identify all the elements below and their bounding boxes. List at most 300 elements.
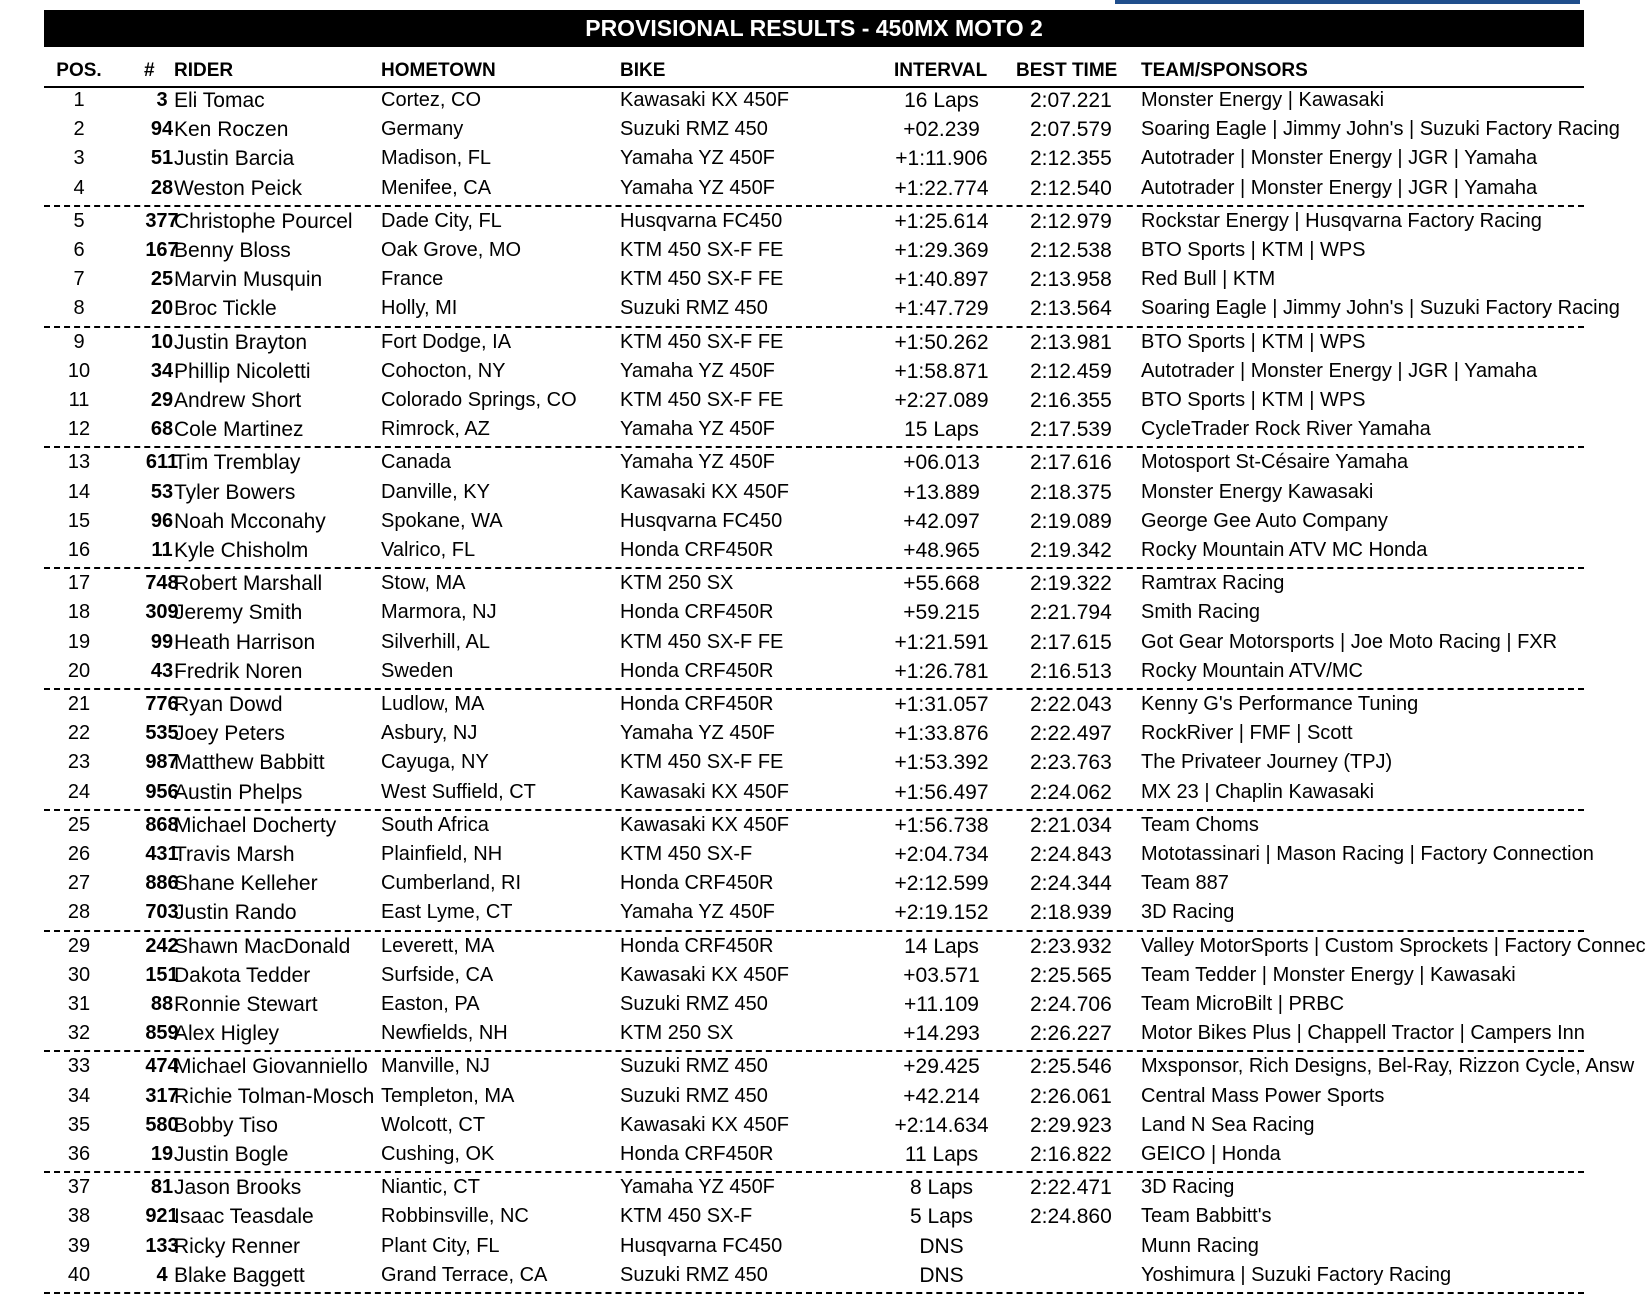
row-bike: KTM 450 SX-F FE [620, 268, 784, 291]
row-number: 956 [145, 780, 179, 803]
row-interval: +2:19.152 [894, 901, 989, 925]
row-best-time: 2:12.355 [1030, 147, 1112, 171]
row-hometown: Leverett, MA [381, 934, 495, 957]
row-hometown: East Lyme, CT [381, 901, 513, 924]
row-best-time: 2:19.342 [1030, 539, 1112, 562]
row-hometown: Madison, FL [381, 147, 492, 170]
group-divider [44, 930, 1584, 932]
row-bike: KTM 250 SX [620, 572, 734, 595]
row-pos: 27 [67, 872, 91, 895]
row-pos: 32 [67, 1022, 91, 1045]
row-bike: KTM 450 SX-F [620, 843, 753, 865]
row-interval: +1:33.876 [894, 722, 989, 746]
row-number: 309 [145, 601, 179, 624]
row-best-time: 2:19.089 [1030, 509, 1112, 533]
row-number: 776 [145, 693, 179, 715]
row-bike: Honda CRF450R [620, 1143, 774, 1165]
row-interval: 16 Laps [904, 89, 979, 112]
table-row [44, 599, 1584, 628]
row-team: Team Choms [1141, 813, 1259, 836]
row-best-time: 2:24.843 [1030, 843, 1112, 866]
header-rider: RIDER [174, 60, 234, 81]
row-best-time: 2:16.355 [1030, 389, 1112, 412]
row-hometown: France [381, 268, 444, 291]
row-number: 28 [150, 176, 174, 199]
row-team: RockRiver | FMF | Scott [1141, 722, 1353, 745]
row-bike: Yamaha YZ 450F [620, 722, 775, 745]
row-pos: 10 [67, 359, 91, 382]
table-row [44, 1112, 1584, 1141]
row-pos: 25 [67, 813, 91, 836]
row-pos: 13 [67, 451, 91, 474]
table-header [44, 58, 1584, 88]
row-team: BTO Sports | KTM | WPS [1141, 239, 1366, 261]
row-pos: 15 [67, 509, 91, 532]
table-row [44, 537, 1584, 566]
row-pos: 26 [67, 843, 91, 865]
group-divider [44, 1171, 1584, 1173]
row-hometown: Valrico, FL [381, 539, 476, 561]
row-rider: Ken Roczen [174, 118, 289, 142]
table-row [44, 870, 1584, 899]
group-divider [44, 446, 1584, 448]
row-interval: +2:27.089 [894, 389, 989, 412]
row-rider: Ricky Renner [174, 1234, 301, 1258]
row-rider: Phillip Nicoletti [174, 359, 311, 383]
row-best-time: 2:24.860 [1030, 1205, 1112, 1229]
row-hometown: Easton, PA [381, 993, 480, 1015]
row-number: 34 [150, 359, 174, 382]
row-best-time: 2:17.615 [1030, 630, 1112, 654]
row-rider: Matthew Babbitt [174, 751, 325, 775]
row-number: 580 [145, 1113, 179, 1136]
row-interval: +1:56.497 [894, 780, 989, 804]
row-number: 53 [150, 480, 174, 503]
row-best-time: 2:12.538 [1030, 239, 1112, 262]
row-bike: KTM 450 SX-F [620, 1205, 753, 1228]
row-interval: +1:21.591 [894, 630, 989, 654]
row-bike: Honda CRF450R [620, 601, 774, 624]
table-row [44, 1083, 1584, 1112]
row-hometown: Menifee, CA [381, 176, 492, 199]
row-interval: +1:40.897 [894, 268, 989, 292]
row-interval: DNS [919, 1234, 964, 1258]
group-divider [44, 326, 1584, 328]
row-best-time: 2:16.513 [1030, 659, 1112, 683]
row-pos: 16 [67, 539, 91, 561]
table-row [44, 720, 1584, 749]
row-team: Autotrader | Monster Energy | JGR | Yamaha [1141, 147, 1538, 170]
row-number: 99 [150, 630, 174, 653]
row-pos: 17 [67, 572, 91, 595]
row-interval: +2:04.734 [894, 843, 989, 866]
row-pos: 4 [73, 176, 85, 199]
table-row [44, 1233, 1584, 1262]
row-number: 859 [145, 1022, 179, 1045]
row-hometown: Danville, KY [381, 480, 490, 503]
header-best-time: BEST TIME [1016, 60, 1118, 81]
row-pos: 28 [67, 901, 91, 924]
row-team: Soaring Eagle | Jimmy John's | Suzuki Factory Racing [1141, 297, 1620, 320]
row-pos: 3 [73, 147, 85, 170]
group-divider [44, 205, 1584, 207]
row-hometown: Fort Dodge, IA [381, 330, 512, 353]
row-pos: 35 [67, 1113, 91, 1136]
row-bike: Kawasaki KX 450F [620, 780, 789, 803]
row-interval: +1:29.369 [894, 239, 989, 262]
row-team: Mototassinari | Mason Racing | Factory Connection [1141, 843, 1594, 865]
row-interval: +1:53.392 [894, 751, 989, 775]
row-best-time: 2:24.344 [1030, 872, 1112, 896]
row-rider: Shawn MacDonald [174, 934, 351, 958]
row-bike: Husqvarna FC450 [620, 509, 783, 532]
row-team: Monster Energy Kawasaki [1141, 480, 1374, 503]
row-bike: Kawasaki KX 450F [620, 963, 789, 986]
row-number: 96 [150, 509, 174, 532]
row-pos: 22 [67, 722, 91, 745]
row-best-time: 2:26.061 [1030, 1084, 1112, 1108]
row-interval: +42.214 [903, 1084, 980, 1108]
row-best-time: 2:12.979 [1030, 209, 1112, 233]
table-row [44, 1262, 1584, 1291]
table-row [44, 1053, 1635, 1082]
row-number: 29 [150, 389, 174, 411]
header-team: TEAM/SPONSORS [1141, 60, 1308, 81]
row-best-time: 2:25.546 [1030, 1055, 1112, 1079]
row-number: 81 [150, 1176, 174, 1199]
row-number: 987 [145, 751, 179, 774]
row-hometown: Cayuga, NY [381, 751, 489, 774]
row-hometown: Rimrock, AZ [381, 418, 490, 441]
row-team: Team MicroBilt | PRBC [1141, 993, 1345, 1015]
row-pos: 18 [67, 601, 91, 624]
row-team: Central Mass Power Sports [1141, 1084, 1385, 1107]
row-rider: Dakota Tedder [174, 963, 311, 987]
table-row [44, 358, 1584, 387]
row-number: 317 [145, 1084, 179, 1107]
row-best-time: 2:23.763 [1030, 751, 1112, 775]
row-best-time: 2:25.565 [1030, 963, 1112, 987]
row-pos: 6 [73, 239, 85, 261]
row-interval: 8 Laps [909, 1176, 974, 1200]
row-bike: Kawasaki KX 450F [620, 813, 789, 836]
row-hometown: Colorado Springs, CO [381, 389, 577, 411]
row-rider: Shane Kelleher [174, 872, 318, 896]
table-row [44, 1020, 1584, 1049]
row-team: Soaring Eagle | Jimmy John's | Suzuki Factory Racing [1141, 118, 1620, 141]
row-team: Yoshimura | Suzuki Factory Racing [1141, 1263, 1452, 1286]
row-bike: Honda CRF450R [620, 872, 774, 895]
row-hometown: Templeton, MA [381, 1084, 515, 1107]
row-pos: 23 [67, 751, 91, 774]
row-rider: Robert Marshall [174, 572, 323, 596]
row-interval: DNS [919, 1263, 964, 1287]
row-team: Motor Bikes Plus | Chappell Tractor | Campers Inn [1141, 1022, 1585, 1045]
table-row [44, 145, 1584, 174]
row-rider: Cole Martinez [174, 418, 304, 442]
row-bike: Yamaha YZ 450F [620, 147, 775, 170]
row-rider: Justin Barcia [174, 147, 295, 171]
row-team: George Gee Auto Company [1141, 509, 1388, 532]
table-row [44, 570, 1584, 599]
row-hometown: Ludlow, MA [381, 693, 485, 715]
row-pos: 21 [67, 693, 91, 715]
table-row [44, 416, 1584, 445]
row-rider: Michael Giovanniello [174, 1055, 368, 1079]
header-hometown: HOMETOWN [381, 60, 496, 81]
table-row [44, 175, 1584, 204]
row-interval: 15 Laps [904, 418, 979, 442]
row-pos: 40 [67, 1263, 91, 1286]
row-interval: +59.215 [903, 601, 980, 625]
table-row [44, 116, 1620, 145]
row-bike: Kawasaki KX 450F [620, 1113, 789, 1136]
row-interval: +1:11.906 [895, 147, 988, 171]
group-divider [44, 688, 1584, 690]
row-interval: 11 Laps [904, 1143, 979, 1166]
row-interval: +06.013 [903, 451, 980, 475]
group-divider [44, 567, 1584, 569]
row-rider: Fredrik Noren [174, 659, 303, 683]
row-team: Red Bull | KTM [1141, 268, 1276, 291]
top-accent-bar [1115, 0, 1580, 4]
row-best-time: 2:24.706 [1030, 993, 1112, 1016]
row-bike: Kawasaki KX 450F [620, 480, 789, 503]
row-hometown: South Africa [381, 813, 489, 836]
row-bike: Honda CRF450R [620, 934, 774, 957]
table-row [44, 449, 1584, 478]
row-interval: +14.293 [903, 1022, 980, 1046]
row-team: Rocky Mountain ATV/MC [1141, 659, 1363, 682]
row-bike: Husqvarna FC450 [620, 1234, 783, 1257]
row-best-time: 2:16.822 [1030, 1143, 1112, 1166]
row-pos: 14 [67, 480, 91, 503]
row-number: 88 [150, 993, 174, 1015]
row-bike: Suzuki RMZ 450 [620, 1055, 768, 1078]
row-rider: Richie Tolman-Mosch [174, 1084, 375, 1108]
row-number: 11 [151, 539, 173, 561]
row-pos: 36 [67, 1143, 91, 1165]
table-row [44, 658, 1584, 687]
row-best-time: 2:22.497 [1030, 722, 1112, 746]
row-team: Rocky Mountain ATV MC Honda [1141, 539, 1428, 561]
row-rider: Weston Peick [174, 176, 302, 200]
row-best-time: 2:19.322 [1030, 572, 1112, 596]
row-pos: 7 [73, 268, 85, 291]
row-interval: +29.425 [903, 1055, 980, 1079]
row-pos: 37 [67, 1176, 91, 1199]
row-number: 431 [145, 843, 179, 865]
row-hometown: Niantic, CT [381, 1176, 480, 1199]
row-team: Valley MotorSports | Custom Sprockets | Factory Connec [1141, 934, 1646, 957]
row-best-time: 2:13.958 [1030, 268, 1112, 292]
row-bike: Yamaha YZ 450F [620, 1176, 775, 1199]
row-pos: 1 [73, 89, 85, 111]
header-pos: POS. [56, 60, 102, 81]
row-number: 151 [145, 963, 179, 986]
row-rider: Alex Higley [174, 1022, 280, 1046]
table-row [44, 1141, 1584, 1170]
row-best-time: 2:18.375 [1030, 480, 1112, 504]
table-row [44, 237, 1584, 266]
row-team: 3D Racing [1141, 1176, 1235, 1199]
row-team: CycleTrader Rock River Yamaha [1141, 418, 1431, 441]
row-hometown: Wolcott, CT [381, 1113, 486, 1136]
row-interval: +11.109 [904, 993, 979, 1016]
row-interval: +55.668 [903, 572, 980, 596]
row-rider: Noah Mcconahy [174, 509, 326, 533]
row-hometown: Newfields, NH [381, 1022, 508, 1045]
row-best-time: 2:13.981 [1030, 330, 1112, 354]
row-best-time: 2:12.540 [1030, 176, 1112, 200]
row-best-time: 2:13.564 [1030, 297, 1112, 321]
row-number: 748 [145, 572, 179, 595]
table-row [44, 479, 1584, 508]
table-row [44, 295, 1620, 324]
row-hometown: Silverhill, AL [381, 630, 490, 653]
row-hometown: Plant City, FL [381, 1234, 500, 1257]
row-pos: 8 [73, 297, 85, 320]
row-bike: Suzuki RMZ 450 [620, 1263, 768, 1286]
row-hometown: Marmora, NJ [381, 601, 497, 624]
table-row [44, 779, 1584, 808]
row-pos: 30 [67, 963, 91, 986]
row-interval: 14 Laps [904, 934, 979, 958]
table-row [44, 991, 1584, 1020]
row-hometown: Manville, NJ [381, 1055, 490, 1078]
row-number: 921 [145, 1205, 179, 1228]
row-rider: Tim Tremblay [174, 451, 301, 475]
row-pos: 38 [67, 1205, 91, 1228]
row-best-time: 2:24.062 [1030, 780, 1112, 804]
row-best-time: 2:29.923 [1030, 1113, 1112, 1137]
row-team: Kenny G's Performance Tuning [1141, 693, 1419, 715]
table-row [44, 329, 1584, 358]
row-bike: Suzuki RMZ 450 [620, 993, 768, 1015]
row-team: GEICO | Honda [1141, 1143, 1281, 1165]
table-row [44, 962, 1584, 991]
row-interval: +42.097 [903, 509, 980, 533]
row-pos: 19 [67, 630, 91, 653]
row-interval: +02.239 [903, 118, 980, 142]
row-number: 19 [150, 1143, 174, 1165]
header-bike: BIKE [620, 60, 666, 81]
row-number: 43 [150, 659, 174, 682]
table-row [44, 208, 1584, 237]
row-hometown: Surfside, CA [381, 963, 494, 986]
row-team: Mxsponsor, Rich Designs, Bel-Ray, Rizzon Cycle, Answ [1141, 1055, 1635, 1078]
row-team: BTO Sports | KTM | WPS [1141, 330, 1366, 353]
row-team: 3D Racing [1141, 901, 1235, 924]
row-pos: 5 [73, 209, 85, 232]
table-row [44, 1203, 1584, 1232]
row-hometown: Spokane, WA [381, 509, 503, 532]
row-pos: 31 [67, 993, 91, 1015]
row-team: Ramtrax Racing [1141, 572, 1285, 595]
row-pos: 39 [67, 1234, 91, 1257]
row-pos: 24 [67, 780, 91, 803]
row-hometown: Oak Grove, MO [381, 239, 522, 261]
row-hometown: Stow, MA [381, 572, 466, 595]
table-row [44, 841, 1594, 870]
row-best-time: 2:12.459 [1030, 359, 1112, 383]
row-best-time: 2:07.221 [1030, 89, 1112, 112]
row-rider: Ryan Dowd [174, 693, 283, 716]
row-hometown: West Suffield, CT [381, 780, 536, 803]
table-row [44, 508, 1584, 537]
row-pos: 34 [67, 1084, 91, 1107]
row-rider: Bobby Tiso [174, 1113, 278, 1137]
table-row [44, 691, 1584, 720]
row-best-time: 2:22.471 [1030, 1176, 1112, 1200]
row-team: Munn Racing [1141, 1234, 1259, 1257]
row-number: 4 [156, 1263, 168, 1286]
row-team: Team Tedder | Monster Energy | Kawasaki [1141, 963, 1516, 986]
row-number: 25 [150, 268, 174, 291]
row-best-time: 2:07.579 [1030, 118, 1112, 142]
row-team: Team 887 [1141, 872, 1229, 895]
table-row [44, 749, 1584, 778]
row-interval: +1:47.729 [894, 297, 989, 321]
row-best-time: 2:18.939 [1030, 901, 1112, 925]
row-number: 51 [150, 147, 174, 170]
row-bike: Kawasaki KX 450F [620, 89, 789, 111]
row-rider: Heath Harrison [174, 630, 316, 654]
row-number: 868 [145, 813, 179, 836]
row-bike: KTM 450 SX-F FE [620, 630, 784, 653]
row-best-time: 2:21.794 [1030, 601, 1112, 625]
row-best-time: 2:21.034 [1030, 813, 1112, 837]
page-title: PROVISIONAL RESULTS - 450MX MOTO 2 [44, 10, 1584, 47]
table-row [44, 387, 1584, 416]
row-team: The Privateer Journey (TPJ) [1141, 751, 1393, 774]
row-bike: Yamaha YZ 450F [620, 359, 775, 382]
table-row [44, 87, 1584, 116]
row-bike: Yamaha YZ 450F [620, 418, 775, 441]
row-pos: 11 [68, 389, 90, 411]
row-rider: Jeremy Smith [174, 601, 303, 625]
row-interval: +1:25.614 [894, 209, 989, 233]
row-pos: 29 [67, 934, 91, 957]
row-bike: Honda CRF450R [620, 693, 774, 715]
row-bike: Suzuki RMZ 450 [620, 1084, 768, 1107]
row-interval: +1:22.774 [894, 176, 989, 200]
row-bike: KTM 450 SX-F FE [620, 751, 784, 774]
table-row [44, 933, 1646, 962]
row-bike: Husqvarna FC450 [620, 209, 783, 232]
row-best-time: 2:23.932 [1030, 934, 1112, 958]
row-rider: Jason Brooks [174, 1176, 302, 1200]
row-pos: 9 [73, 330, 85, 353]
row-team: Autotrader | Monster Energy | JGR | Yamaha [1141, 176, 1538, 199]
row-hometown: Holly, MI [381, 297, 458, 320]
row-rider: Andrew Short [174, 389, 302, 412]
row-bike: KTM 450 SX-F FE [620, 330, 784, 353]
row-number: 94 [150, 118, 174, 141]
row-interval: +1:26.781 [894, 659, 989, 683]
row-number: 167 [145, 239, 179, 261]
row-number: 10 [150, 330, 174, 353]
row-hometown: Cortez, CO [381, 89, 482, 111]
row-hometown: Dade City, FL [381, 209, 502, 232]
row-number: 133 [145, 1234, 179, 1257]
row-bike: Honda CRF450R [620, 539, 774, 561]
row-rider: Eli Tomac [174, 89, 265, 112]
table-row [44, 266, 1584, 295]
row-bike: KTM 250 SX [620, 1022, 734, 1045]
row-pos: 33 [67, 1055, 91, 1078]
row-best-time: 2:17.539 [1030, 418, 1112, 442]
